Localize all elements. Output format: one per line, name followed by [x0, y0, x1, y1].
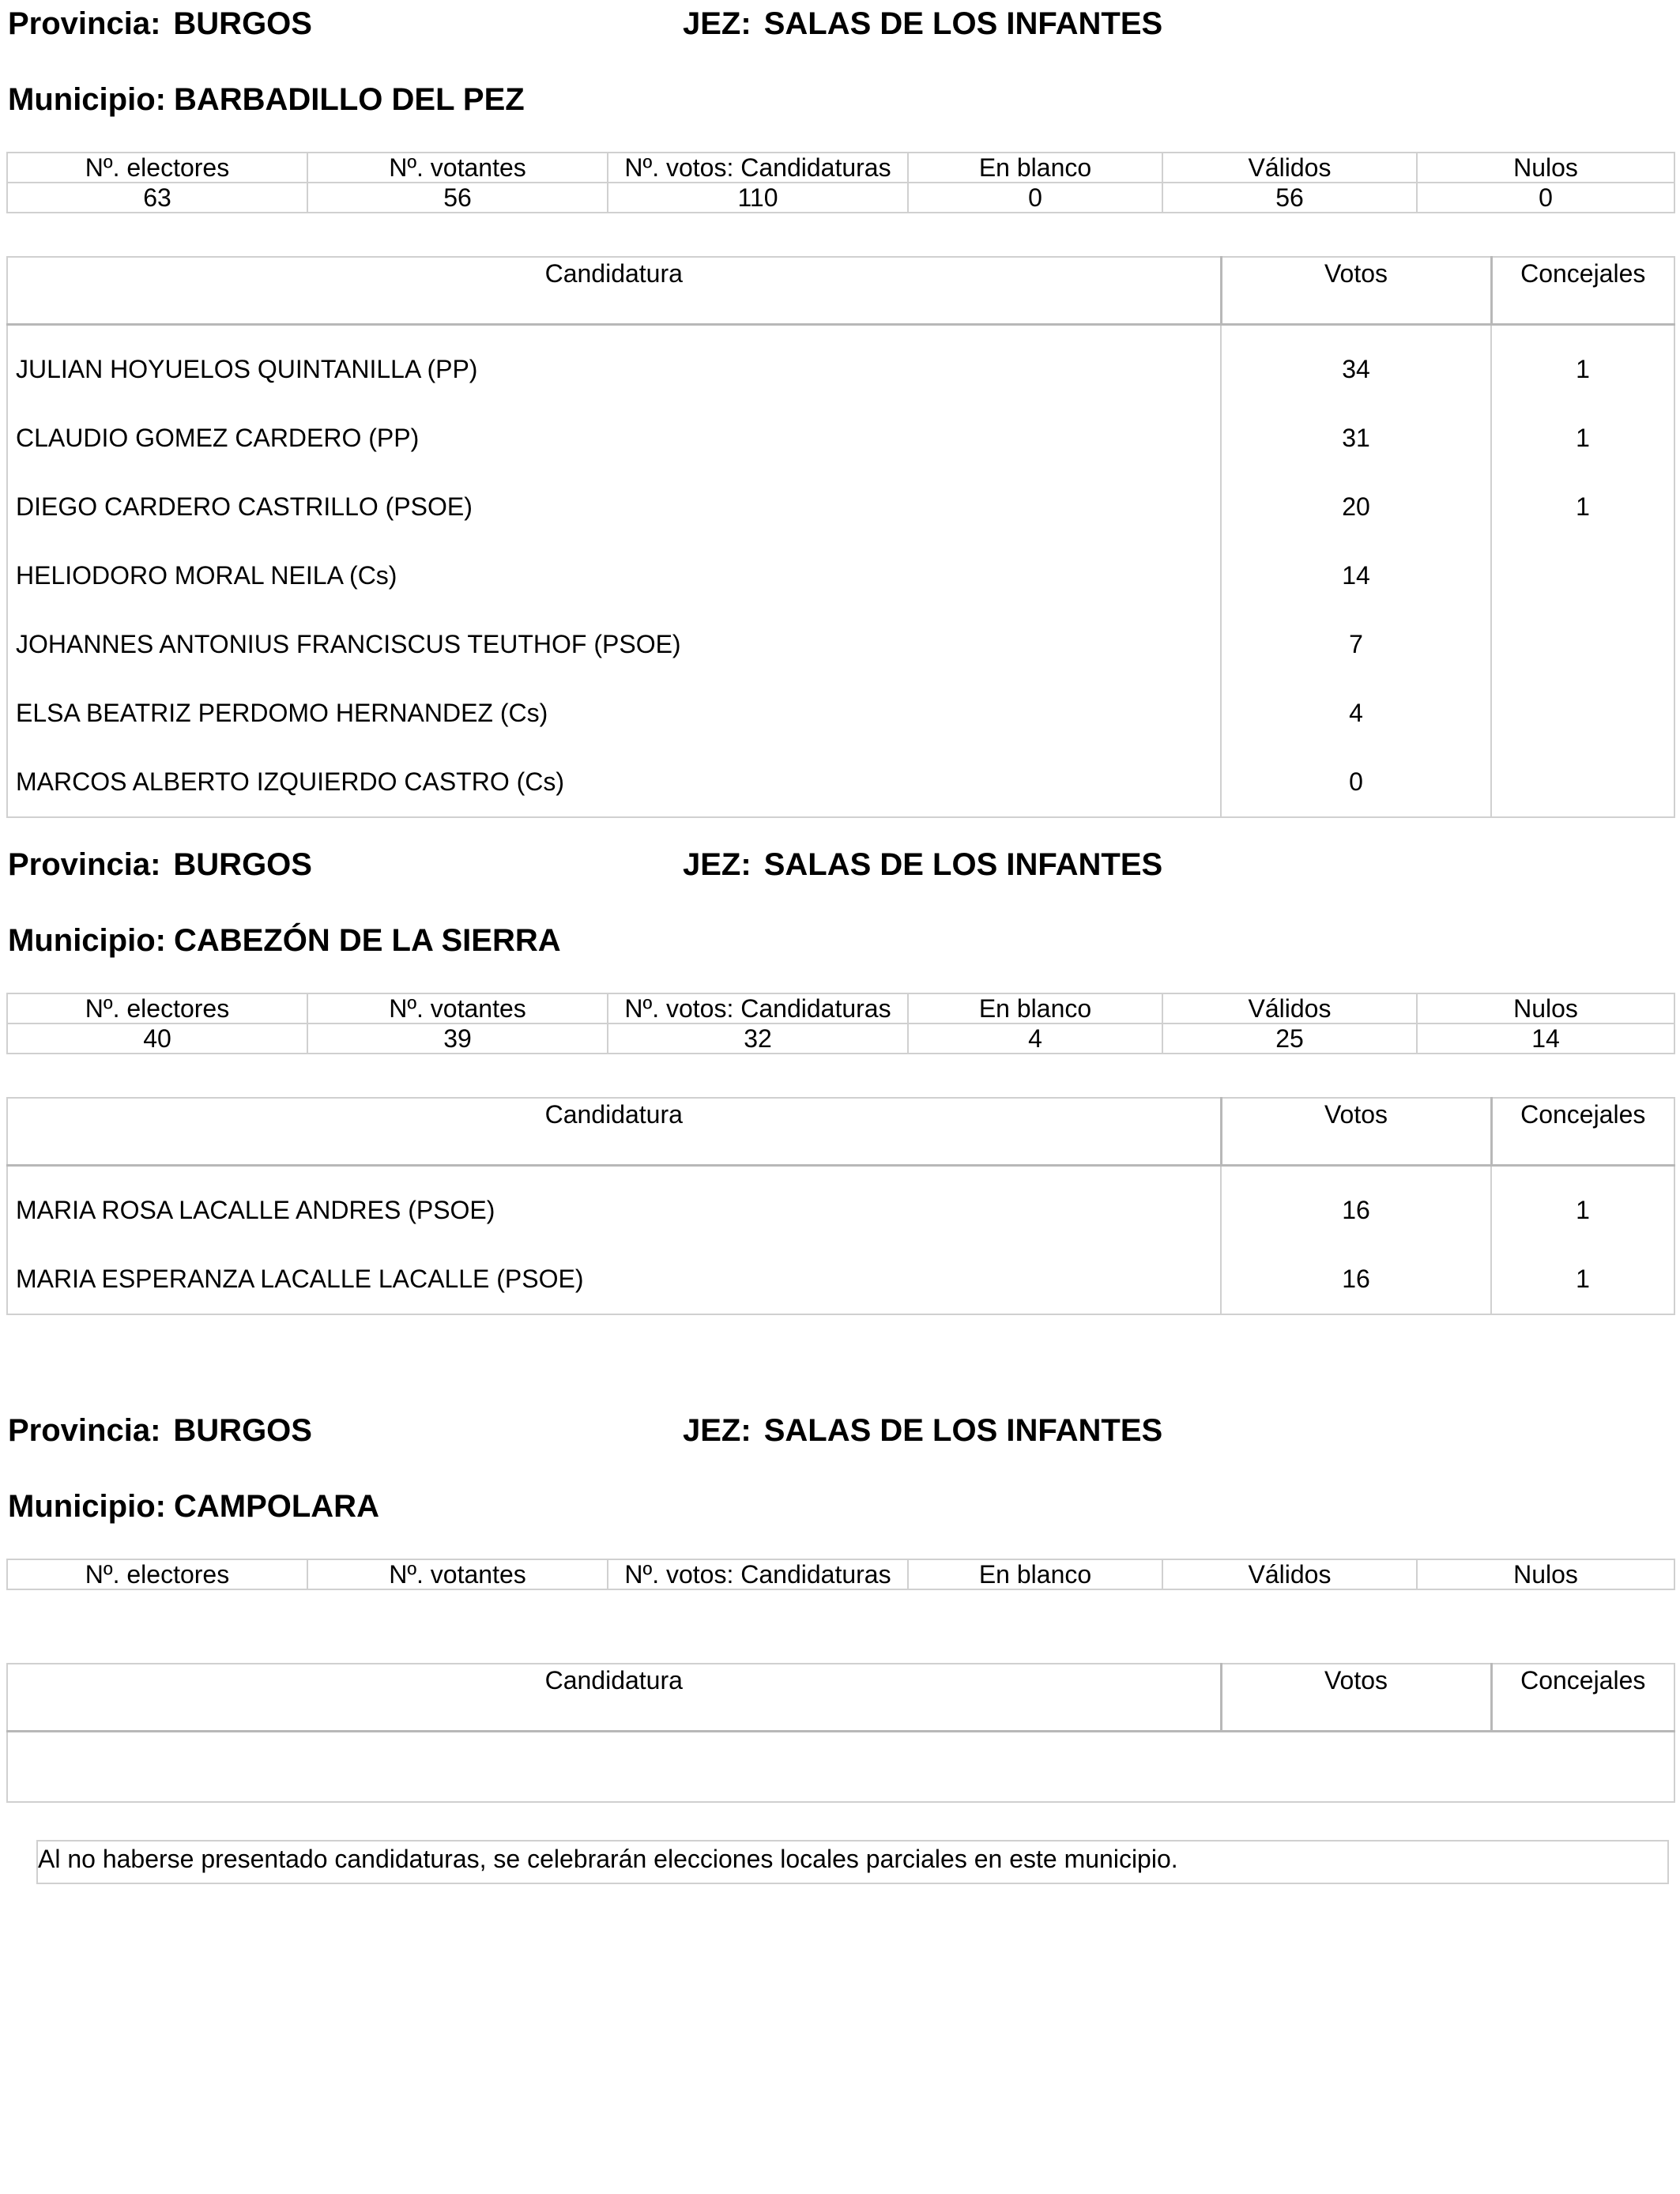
candidate-concejales: 1 — [1491, 1245, 1674, 1314]
candidate-name: ELSA BEATRIZ PERDOMO HERNANDEZ (Cs) — [7, 679, 1221, 748]
header-candidatura: Candidatura — [7, 1098, 1221, 1166]
header-votos: Votos — [1221, 1664, 1491, 1732]
candidate-name: DIEGO CARDERO CASTRILLO (PSOE) — [7, 473, 1221, 541]
stats-header-validos: Válidos — [1162, 993, 1417, 1023]
provincia-value: BURGOS — [173, 1413, 312, 1448]
jez-label: JEZ: — [683, 6, 751, 41]
candidate-row — [7, 1166, 1674, 1245]
candidate-concejales: 1 — [1491, 1166, 1674, 1245]
stats-value-row — [7, 183, 1674, 213]
stats-header-votantes: Nº. votantes — [307, 993, 608, 1023]
municipio-value: CAMPOLARA — [173, 1489, 379, 1524]
stats-header-votantes: Nº. votantes — [307, 153, 608, 183]
stats-value-votos-candidaturas: 32 — [608, 1023, 908, 1054]
stats-header-electores: Nº. electores — [7, 153, 307, 183]
municipio-line — [8, 81, 525, 119]
stats-header-electores: Nº. electores — [7, 993, 307, 1023]
candidate-votos: 7 — [1221, 610, 1491, 679]
municipio-line — [8, 1487, 379, 1525]
header-candidatura: Candidatura — [7, 1664, 1221, 1732]
provincia-line — [8, 846, 312, 884]
stats-header-row — [7, 993, 1674, 1023]
stats-table — [6, 993, 1675, 1054]
jez-line — [683, 1412, 1162, 1449]
stats-header-validos: Válidos — [1162, 1559, 1417, 1589]
candidate-concejales: 1 — [1491, 325, 1674, 404]
candidate-votos: 16 — [1221, 1245, 1491, 1314]
municipio-value: BARBADILLO DEL PEZ — [173, 82, 525, 117]
candidates-table — [6, 1097, 1675, 1315]
candidate-concejales — [1491, 610, 1674, 679]
municipio-label: Municipio: — [8, 82, 166, 117]
stats-header-validos: Válidos — [1162, 153, 1417, 183]
candidate-votos: 16 — [1221, 1166, 1491, 1245]
candidate-concejales: 1 — [1491, 473, 1674, 541]
provincia-label: Provincia: — [8, 6, 161, 41]
stats-value-validos: 25 — [1162, 1023, 1417, 1054]
municipio-line — [8, 922, 561, 959]
provincia-label: Provincia: — [8, 847, 161, 882]
stats-value-electores: 40 — [7, 1023, 307, 1054]
jez-line — [683, 846, 1162, 884]
candidates-table — [6, 1663, 1675, 1803]
jez-value: SALAS DE LOS INFANTES — [763, 1413, 1163, 1448]
jez-value: SALAS DE LOS INFANTES — [763, 847, 1163, 882]
candidate-row — [7, 325, 1674, 404]
candidate-row — [7, 610, 1674, 679]
candidate-name: CLAUDIO GOMEZ CARDERO (PP) — [7, 404, 1221, 473]
stats-header-row — [7, 1559, 1674, 1589]
header-votos: Votos — [1221, 257, 1491, 325]
no-candidates-note: Al no haberse presentado candidaturas, se celebrarán elecciones locales parciales en este municipio. — [36, 1840, 1669, 1884]
candidates-header-row — [7, 1664, 1674, 1732]
header-concejales: Concejales — [1491, 257, 1674, 325]
jez-label: JEZ: — [683, 1413, 751, 1448]
provincia-line — [8, 1412, 312, 1449]
stats-value-electores: 63 — [7, 183, 307, 213]
stats-header-votos-candidaturas: Nº. votos: Candidaturas — [608, 153, 908, 183]
candidate-votos: 20 — [1221, 473, 1491, 541]
candidate-row — [7, 1245, 1674, 1314]
municipio-label: Municipio: — [8, 923, 166, 958]
candidate-name: JULIAN HOYUELOS QUINTANILLA (PP) — [7, 325, 1221, 404]
header-candidatura: Candidatura — [7, 257, 1221, 325]
stats-table — [6, 1559, 1675, 1590]
stats-value-en-blanco: 4 — [908, 1023, 1162, 1054]
candidate-concejales — [1491, 541, 1674, 610]
candidate-votos: 31 — [1221, 404, 1491, 473]
provincia-label: Provincia: — [8, 1413, 161, 1448]
candidate-name: HELIODORO MORAL NEILA (Cs) — [7, 541, 1221, 610]
candidate-concejales — [1491, 748, 1674, 817]
stats-value-validos: 56 — [1162, 183, 1417, 213]
stats-header-nulos: Nulos — [1417, 993, 1674, 1023]
provincia-line — [8, 5, 312, 43]
candidate-concejales — [1491, 679, 1674, 748]
candidate-votos: 34 — [1221, 325, 1491, 404]
candidates-table — [6, 256, 1675, 818]
candidates-header-row — [7, 257, 1674, 325]
stats-header-nulos: Nulos — [1417, 1559, 1674, 1589]
stats-value-votantes: 56 — [307, 183, 608, 213]
municipio-label: Municipio: — [8, 1489, 166, 1524]
municipio-value: CABEZÓN DE LA SIERRA — [173, 923, 561, 958]
stats-header-electores: Nº. electores — [7, 1559, 307, 1589]
candidate-votos: 0 — [1221, 748, 1491, 817]
candidate-votos: 4 — [1221, 679, 1491, 748]
candidate-name: MARIA ESPERANZA LACALLE LACALLE (PSOE) — [7, 1245, 1221, 1314]
stats-value-votantes: 39 — [307, 1023, 608, 1054]
jez-line — [683, 5, 1162, 43]
empty-candidates-row — [7, 1732, 1674, 1803]
header-concejales: Concejales — [1491, 1664, 1674, 1732]
candidate-concejales: 1 — [1491, 404, 1674, 473]
stats-header-en-blanco: En blanco — [908, 153, 1162, 183]
candidate-row — [7, 473, 1674, 541]
candidate-row — [7, 748, 1674, 817]
candidate-name: MARCOS ALBERTO IZQUIERDO CASTRO (Cs) — [7, 748, 1221, 817]
empty-cell — [7, 1732, 1674, 1803]
stats-value-row — [7, 1023, 1674, 1054]
stats-header-votos-candidaturas: Nº. votos: Candidaturas — [608, 1559, 908, 1589]
jez-value: SALAS DE LOS INFANTES — [763, 6, 1163, 41]
stats-value-en-blanco: 0 — [908, 183, 1162, 213]
stats-table — [6, 152, 1675, 213]
stats-header-votantes: Nº. votantes — [307, 1559, 608, 1589]
jez-label: JEZ: — [683, 847, 751, 882]
header-votos: Votos — [1221, 1098, 1491, 1166]
provincia-value: BURGOS — [173, 847, 312, 882]
provincia-value: BURGOS — [173, 6, 312, 41]
candidate-row — [7, 541, 1674, 610]
candidate-row — [7, 404, 1674, 473]
stats-value-votos-candidaturas: 110 — [608, 183, 908, 213]
stats-header-row — [7, 153, 1674, 183]
stats-header-nulos: Nulos — [1417, 153, 1674, 183]
candidate-row — [7, 679, 1674, 748]
stats-header-votos-candidaturas: Nº. votos: Candidaturas — [608, 993, 908, 1023]
candidates-header-row — [7, 1098, 1674, 1166]
header-concejales: Concejales — [1491, 1098, 1674, 1166]
candidate-name: JOHANNES ANTONIUS FRANCISCUS TEUTHOF (PSOE) — [7, 610, 1221, 679]
stats-header-en-blanco: En blanco — [908, 1559, 1162, 1589]
candidate-name: MARIA ROSA LACALLE ANDRES (PSOE) — [7, 1166, 1221, 1245]
stats-header-en-blanco: En blanco — [908, 993, 1162, 1023]
stats-value-nulos: 14 — [1417, 1023, 1674, 1054]
candidate-votos: 14 — [1221, 541, 1491, 610]
stats-value-nulos: 0 — [1417, 183, 1674, 213]
